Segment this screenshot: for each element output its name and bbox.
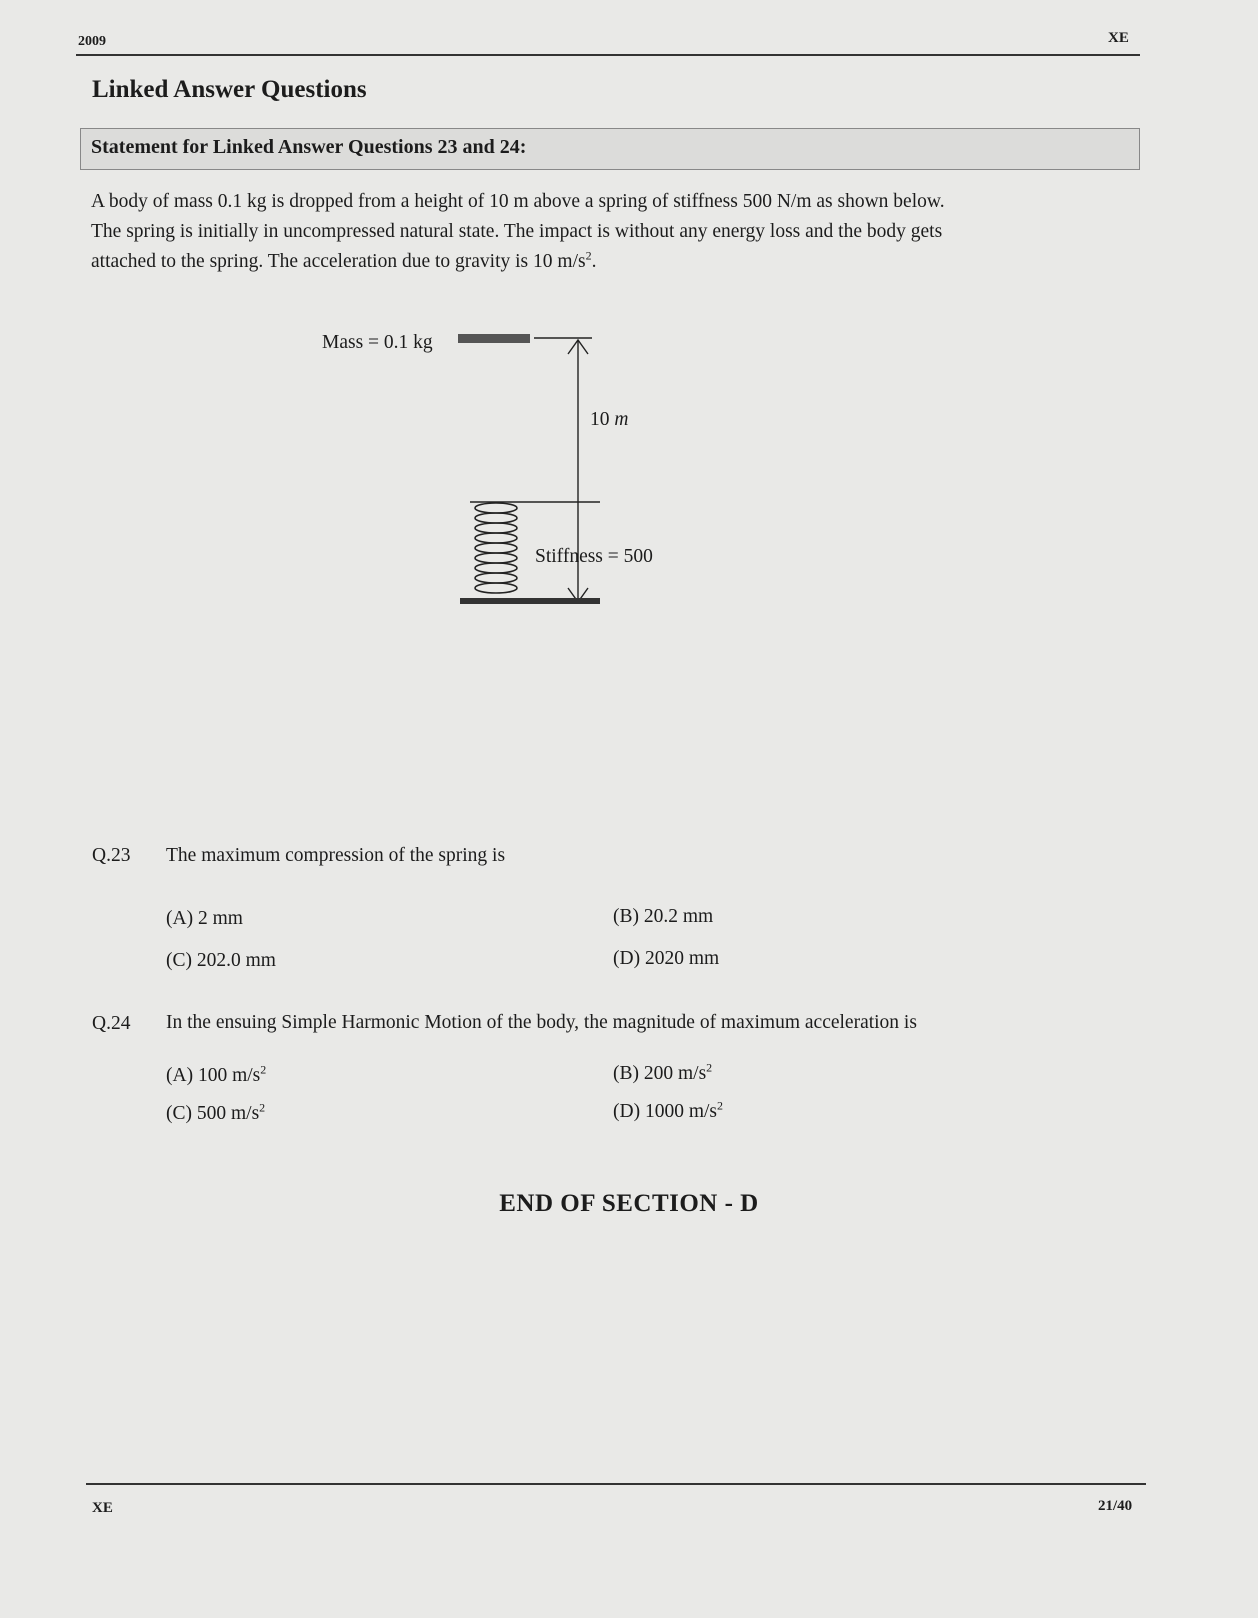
header-rule (76, 54, 1140, 56)
q24-option-b (613, 1060, 713, 1085)
q24-number: Q.24 (92, 1013, 131, 1034)
q24-text: In the ensuing Simple Harmonic Motion of the body, the magnitude of maximum acceleration is (166, 1012, 917, 1033)
mass-block (458, 334, 530, 343)
header-paper-code: XE (1108, 30, 1129, 46)
statement-line-3 (91, 247, 1131, 277)
q24-option-d-text: (D) 1000 m/s (613, 1101, 717, 1122)
q24-option-a-text: (A) 100 m/s (166, 1065, 261, 1086)
end-of-section: END OF SECTION - D (499, 1190, 759, 1217)
q24-option-a-exponent: 2 (260, 1062, 267, 1077)
q24-option-b-exponent: 2 (706, 1060, 713, 1075)
spring-mass-figure (300, 330, 760, 630)
footer-page-number: 21/40 (1098, 1498, 1133, 1514)
height-label (590, 409, 628, 430)
statement-title: Statement for Linked Answer Questions 23 and 24: (91, 136, 527, 158)
footer-paper-code: XE (92, 1500, 113, 1516)
q23-option-a: (A) 2 mm (166, 908, 243, 929)
mass-label: Mass = 0.1 kg (322, 332, 433, 353)
q23-number: Q.23 (92, 845, 131, 866)
statement-line-2: The spring is initially in uncompressed natural state. The impact is without any energy loss and the body gets (91, 221, 943, 242)
q24-option-c-text: (C) 500 m/s (166, 1103, 260, 1124)
statement-body (91, 187, 1131, 277)
height-unit: m (614, 409, 629, 430)
q23-option-b: (B) 20.2 mm (613, 906, 714, 927)
q24-option-c-exponent: 2 (259, 1100, 266, 1115)
footer-rule (86, 1483, 1146, 1485)
q24-option-d (613, 1098, 723, 1123)
statement-line-3-text: attached to the spring. The acceleration due to gravity is 10 m/s (91, 251, 586, 272)
spring-base (460, 598, 600, 604)
stiffness-label: Stiffness = 500 (535, 546, 653, 567)
q23-option-c: (C) 202.0 mm (166, 950, 276, 971)
header-year: 2009 (78, 34, 106, 49)
q24-option-b-text: (B) 200 m/s (613, 1063, 707, 1084)
height-value: 10 (590, 409, 610, 430)
q23-option-d: (D) 2020 mm (613, 948, 720, 969)
spring-coils (475, 503, 517, 593)
q24-option-d-exponent: 2 (717, 1098, 723, 1113)
accel-exponent: 2 (585, 248, 592, 263)
statement-line-1: A body of mass 0.1 kg is dropped from a height of 10 m above a spring of stiffness 500 N/m as shown below. (91, 191, 945, 212)
q24-option-c (166, 1100, 266, 1125)
q23-text: The maximum compression of the spring is (166, 845, 506, 866)
statement-period: . (591, 251, 597, 272)
q24-option-a (166, 1062, 267, 1087)
section-title: Linked Answer Questions (92, 76, 367, 103)
